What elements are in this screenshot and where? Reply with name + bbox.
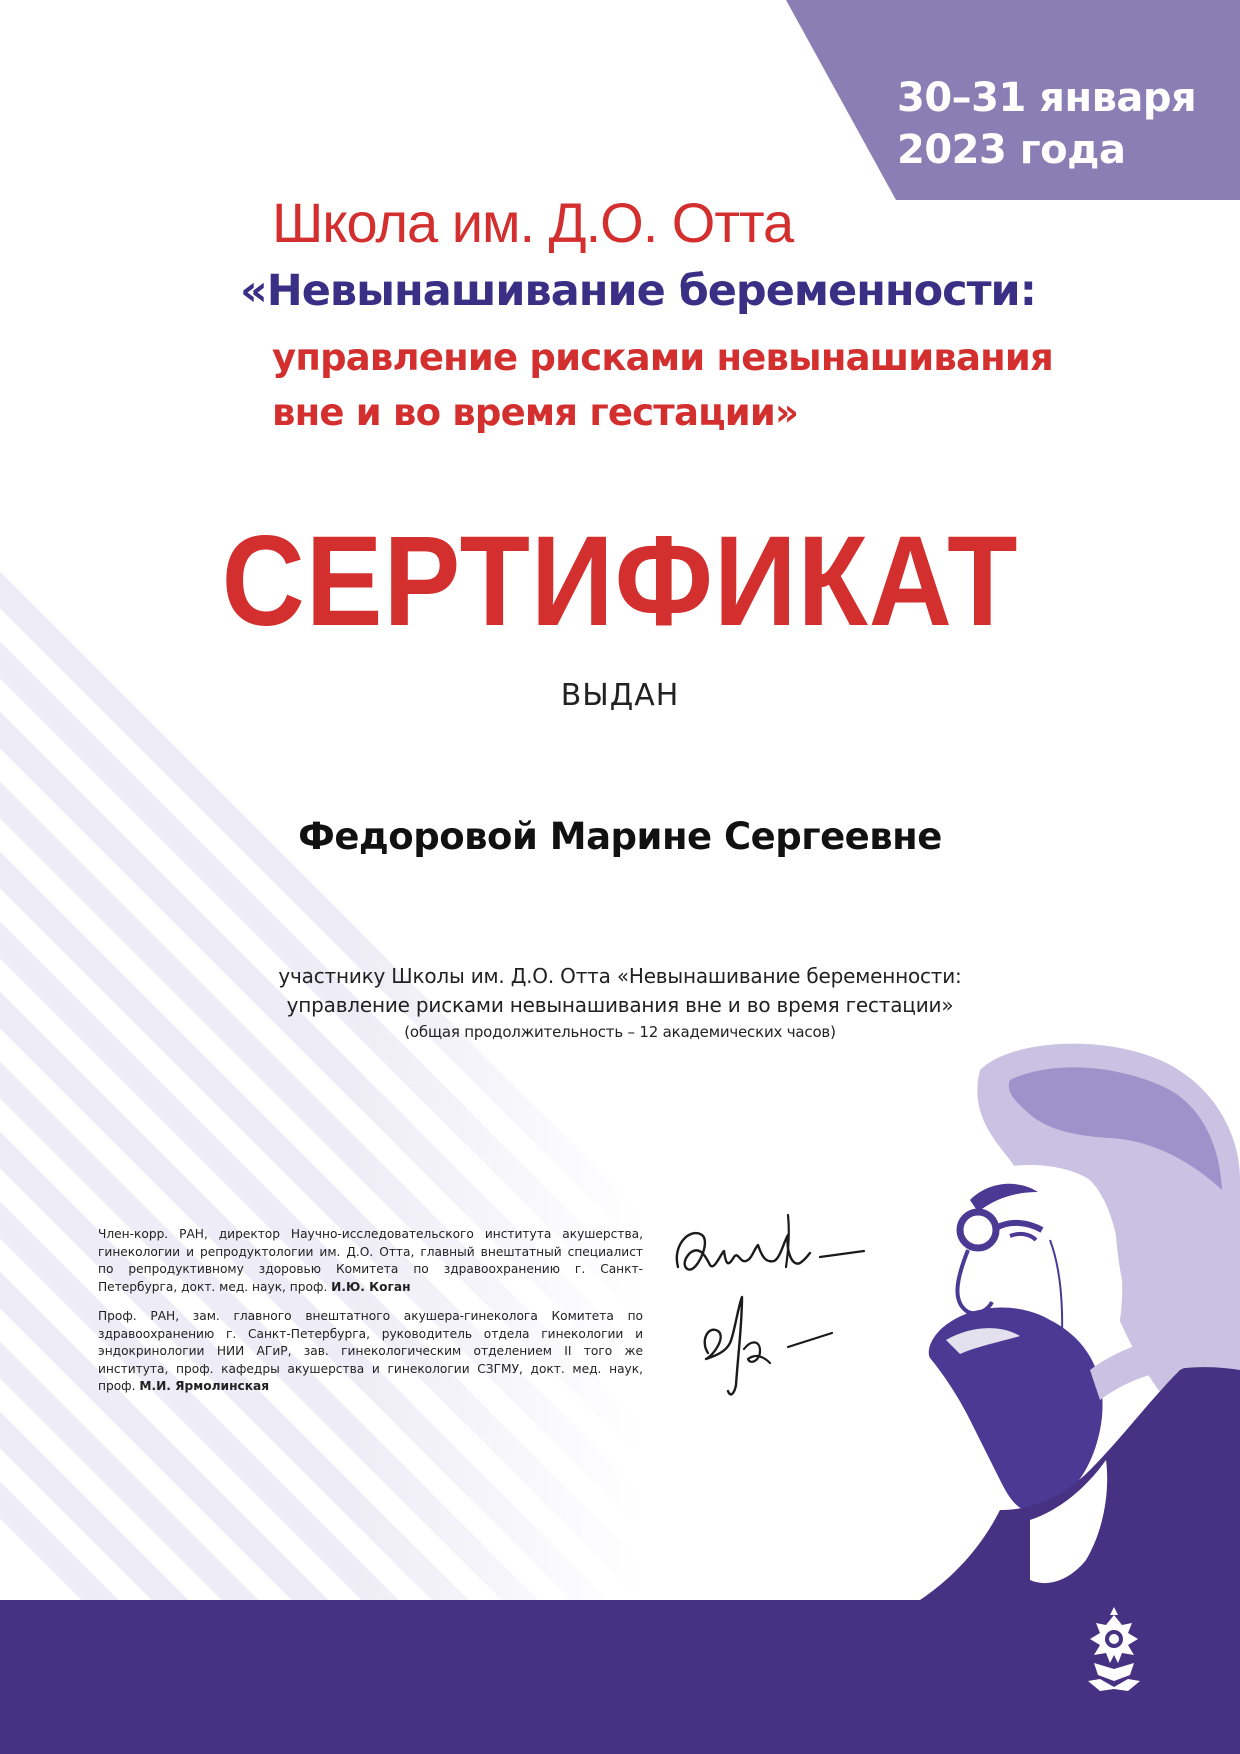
event-date — [897, 72, 1227, 176]
signer-1-name: И.Ю. Коган — [331, 1279, 411, 1294]
course-title-line-1: «Невынашивание беременности: — [240, 266, 1036, 316]
institute-emblem-icon — [1078, 1605, 1150, 1693]
signer-1 — [98, 1226, 643, 1296]
signer-1-position: Член-корр. РАН, директор Научно-исследовательского института акушерства, гинекологии и репродуктологии им. Д.О. Отта, главный внештатный специалист по репродуктивному здоровью Комитета по здравоохранению г. Санкт-Петербурга, докт. мед. наук, проф. — [98, 1227, 643, 1294]
course-title-continued — [272, 330, 1053, 440]
school-title: Школа им. Д.О. Отта — [272, 191, 794, 254]
issued-label: ВЫДАН — [560, 678, 680, 713]
founder-portrait-illustration — [860, 1040, 1240, 1600]
event-date-days: 30–31 января — [897, 75, 1197, 121]
recipient-name: Федоровой Марине Сергеевне — [298, 815, 942, 858]
participant-line-2: управление рисками невынашивания вне и во время гестации» — [286, 993, 954, 1017]
certificate-heading: СЕРТИФИКАТ — [221, 510, 1019, 653]
course-title-line-2: управление рисками невынашивания — [272, 336, 1053, 379]
participant-description — [0, 962, 1240, 1043]
signer-2-position: Проф. РАН, зам. главного внештатного акушера-гинеколога Комитета по здравоохранению г. Санкт-Петербурга, руководитель отдела гинекологии и эндокринологии НИИ АГиР, зав. гинекологическим отделением II того же института, проф. кафедры акушерства и гинекологии СЗГМУ, докт. мед. наук, проф. — [98, 1309, 643, 1393]
signers-block — [98, 1226, 643, 1408]
event-date-year: 2023 года — [897, 127, 1126, 173]
course-title-line-3: вне и во время гестации» — [272, 391, 799, 434]
participant-line-1: участнику Школы им. Д.О. Отта «Невынашивание беременности: — [278, 964, 962, 988]
signer-2-name: М.И. Ярмолинская — [139, 1379, 270, 1393]
footer-band — [0, 1600, 1240, 1754]
signature-kogan — [670, 1205, 870, 1295]
course-duration: (общая продолжительность – 12 академических часов) — [404, 1023, 836, 1041]
signer-2 — [98, 1308, 643, 1396]
signature-yarmolinskaya — [690, 1285, 850, 1400]
